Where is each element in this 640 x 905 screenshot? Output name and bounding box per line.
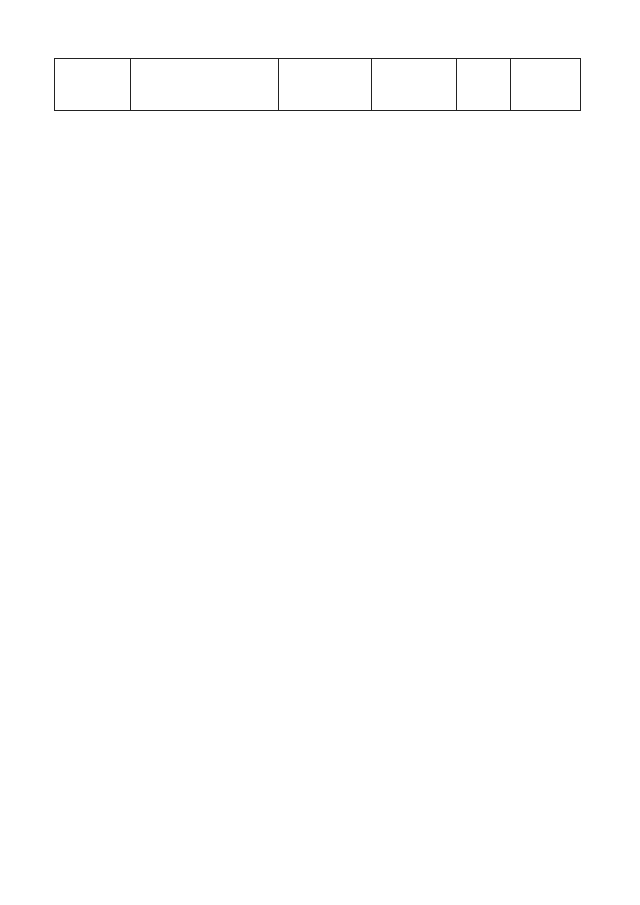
need-header — [511, 59, 581, 111]
specialty-header — [55, 59, 131, 111]
materials-table — [54, 58, 581, 111]
works-header — [131, 59, 279, 111]
unit-header — [372, 59, 457, 111]
table-header-row — [55, 59, 581, 111]
life-header — [457, 59, 511, 111]
material-header — [279, 59, 372, 111]
